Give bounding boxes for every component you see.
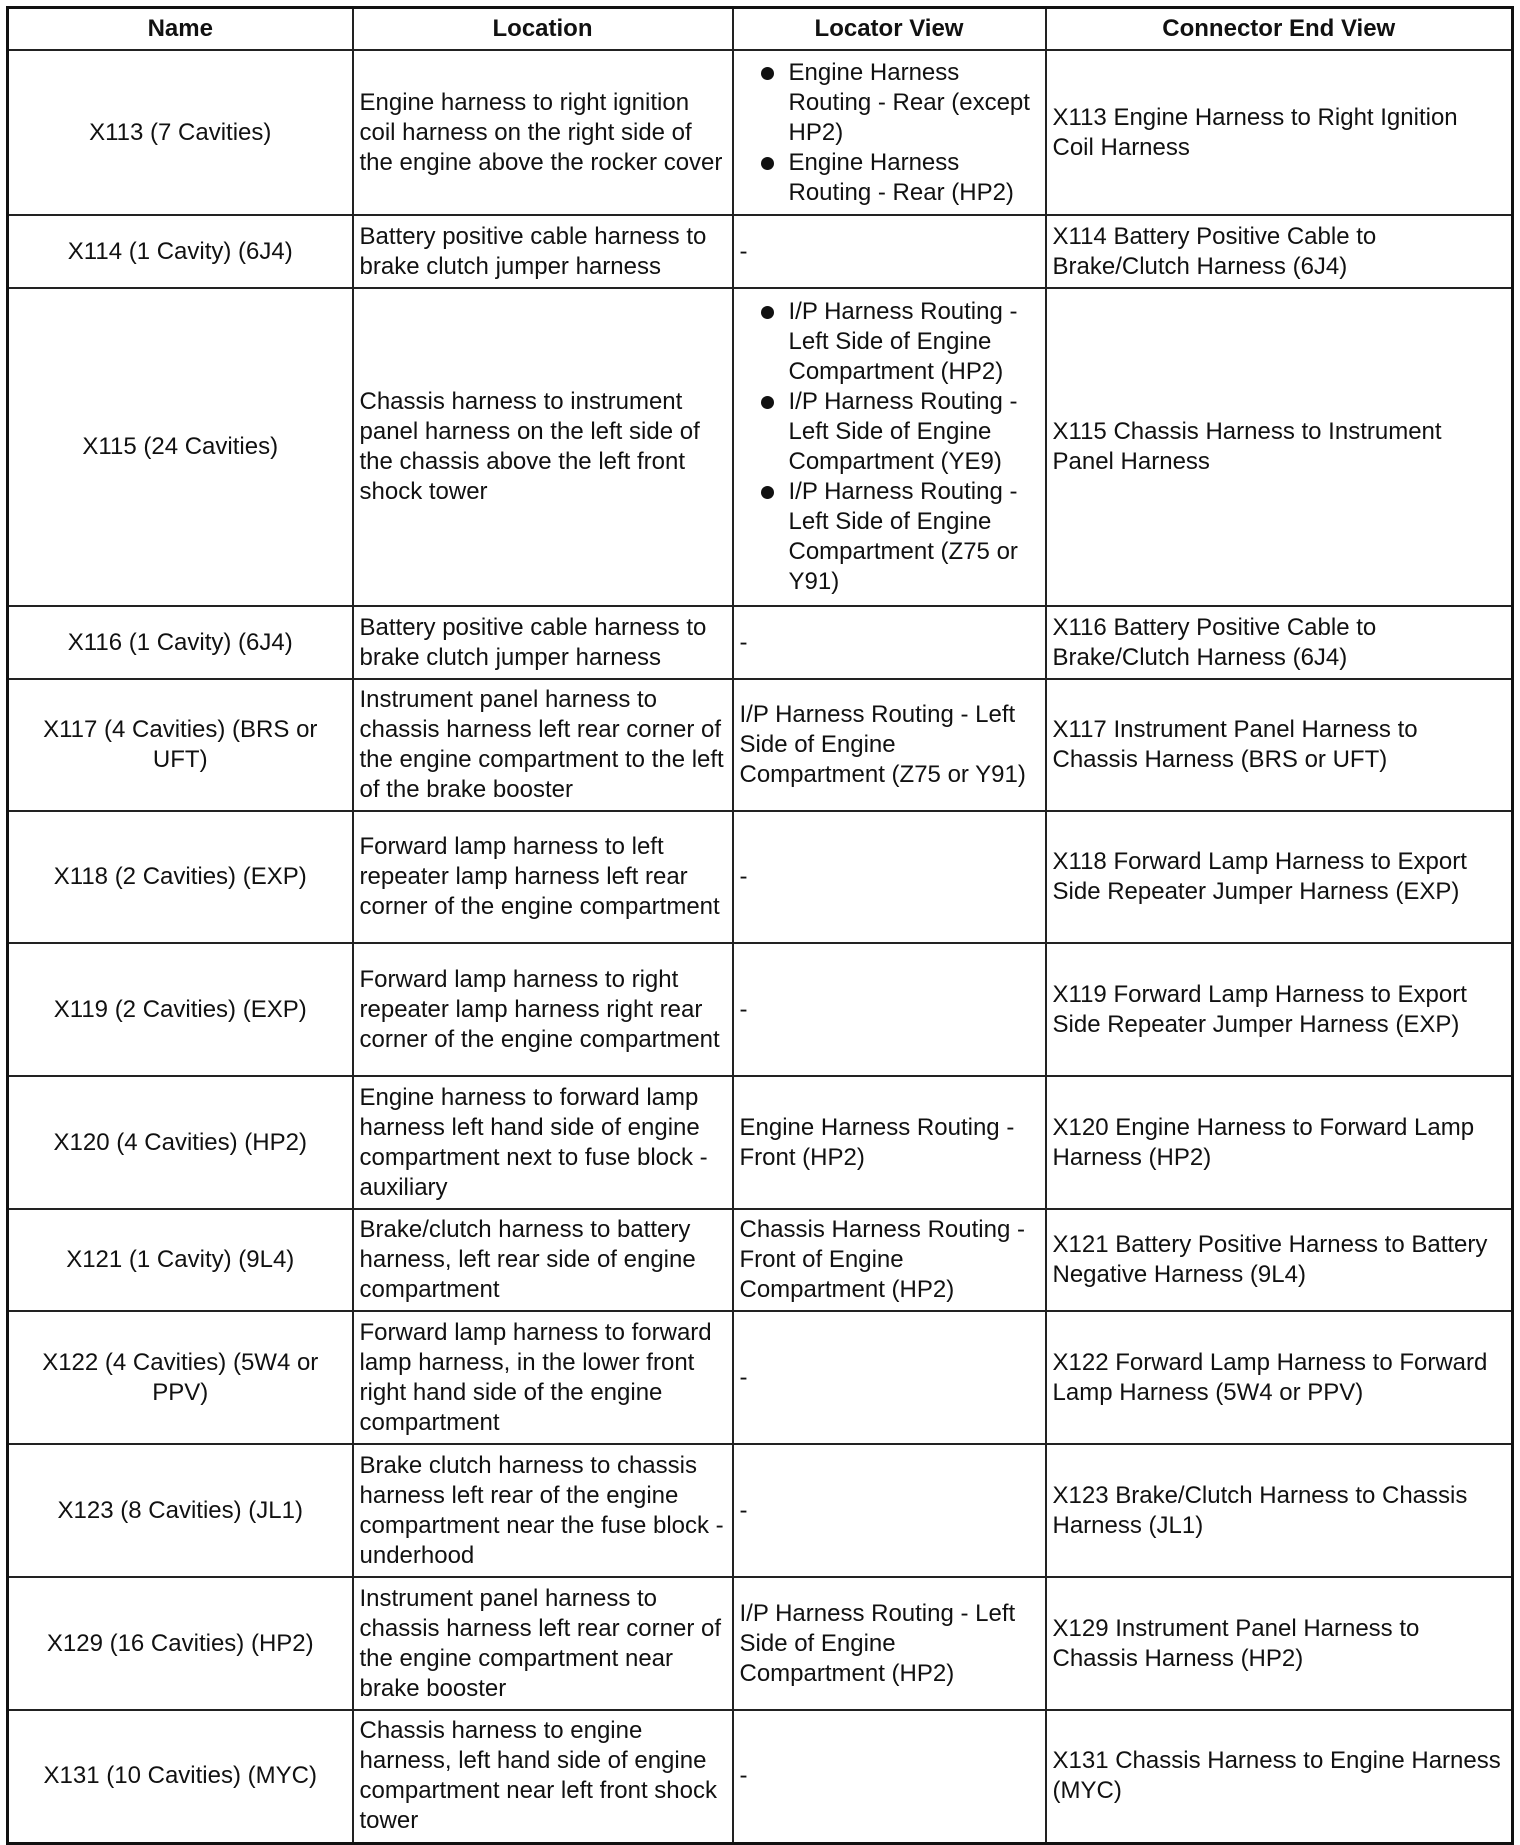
header-connector-end-view: Connector End View	[1046, 8, 1513, 51]
cell-location: Forward lamp harness to right repeater lamp harness right rear corner of the engine compartment	[353, 943, 733, 1076]
cell-connector-end-view[interactable]: X116 Battery Positive Cable to Brake/Clutch Harness (6J4)	[1046, 606, 1513, 679]
cell-locator-view[interactable]: Chassis Harness Routing - Front of Engine Compartment (HP2)	[733, 1209, 1046, 1311]
cell-connector-end-view[interactable]: X113 Engine Harness to Right Ignition Coil Harness	[1046, 50, 1513, 215]
cell-locator-view: -	[733, 1311, 1046, 1444]
cell-name: X129 (16 Cavities) (HP2)	[8, 1577, 353, 1710]
cell-locator-view: -	[733, 943, 1046, 1076]
cell-name: X114 (1 Cavity) (6J4)	[8, 215, 353, 288]
table-row	[8, 215, 1513, 288]
locator-item[interactable]: I/P Harness Routing - Left Side of Engine Compartment (HP2)	[740, 297, 1039, 387]
header-name: Name	[8, 8, 353, 51]
cell-location: Chassis harness to instrument panel harness on the left side of the chassis above the left front shock tower	[353, 288, 733, 606]
cell-connector-end-view[interactable]: X115 Chassis Harness to Instrument Panel Harness	[1046, 288, 1513, 606]
table-row	[8, 811, 1513, 943]
cell-name: X117 (4 Cavities) (BRS or UFT)	[8, 679, 353, 811]
locator-list	[740, 297, 1039, 597]
cell-locator-view[interactable]: I/P Harness Routing - Left Side of Engine Compartment (HP2)	[733, 1577, 1046, 1710]
table-header-row	[8, 8, 1513, 51]
cell-connector-end-view[interactable]: X131 Chassis Harness to Engine Harness (MYC)	[1046, 1710, 1513, 1843]
locator-item[interactable]: I/P Harness Routing - Left Side of Engine Compartment (Z75 or Y91)	[740, 477, 1039, 597]
cell-locator-view	[733, 50, 1046, 215]
cell-name: X122 (4 Cavities) (5W4 or PPV)	[8, 1311, 353, 1444]
table-row	[8, 679, 1513, 811]
table-row	[8, 1577, 1513, 1710]
cell-location: Battery positive cable harness to brake clutch jumper harness	[353, 215, 733, 288]
connector-table-container	[6, 6, 1511, 1845]
cell-connector-end-view[interactable]: X121 Battery Positive Harness to Battery Negative Harness (9L4)	[1046, 1209, 1513, 1311]
cell-location: Instrument panel harness to chassis harness left rear corner of the engine compartment to the left of the brake booster	[353, 679, 733, 811]
locator-item[interactable]: Engine Harness Routing - Rear (HP2)	[740, 148, 1039, 208]
table-row	[8, 1311, 1513, 1444]
table-row	[8, 288, 1513, 606]
cell-location: Engine harness to right ignition coil harness on the right side of the engine above the rocker cover	[353, 50, 733, 215]
table-row	[8, 1710, 1513, 1843]
cell-location: Battery positive cable harness to brake clutch jumper harness	[353, 606, 733, 679]
cell-name: X123 (8 Cavities) (JL1)	[8, 1444, 353, 1577]
connector-table	[6, 6, 1514, 1845]
cell-name: X115 (24 Cavities)	[8, 288, 353, 606]
cell-locator-view	[733, 288, 1046, 606]
cell-location: Brake/clutch harness to battery harness, left rear side of engine compartment	[353, 1209, 733, 1311]
cell-name: X118 (2 Cavities) (EXP)	[8, 811, 353, 943]
cell-locator-view: -	[733, 1710, 1046, 1843]
cell-name: X113 (7 Cavities)	[8, 50, 353, 215]
cell-connector-end-view[interactable]: X120 Engine Harness to Forward Lamp Harness (HP2)	[1046, 1076, 1513, 1209]
cell-location: Instrument panel harness to chassis harness left rear corner of the engine compartment near brake booster	[353, 1577, 733, 1710]
cell-name: X120 (4 Cavities) (HP2)	[8, 1076, 353, 1209]
cell-name: X119 (2 Cavities) (EXP)	[8, 943, 353, 1076]
cell-locator-view: -	[733, 215, 1046, 288]
locator-item[interactable]: Engine Harness Routing - Rear (except HP2)	[740, 58, 1039, 148]
table-row	[8, 1076, 1513, 1209]
cell-connector-end-view[interactable]: X119 Forward Lamp Harness to Export Side Repeater Jumper Harness (EXP)	[1046, 943, 1513, 1076]
locator-item[interactable]: I/P Harness Routing - Left Side of Engine Compartment (YE9)	[740, 387, 1039, 477]
cell-connector-end-view[interactable]: X117 Instrument Panel Harness to Chassis Harness (BRS or UFT)	[1046, 679, 1513, 811]
cell-locator-view[interactable]: I/P Harness Routing - Left Side of Engine Compartment (Z75 or Y91)	[733, 679, 1046, 811]
cell-location: Forward lamp harness to left repeater lamp harness left rear corner of the engine compartment	[353, 811, 733, 943]
cell-locator-view: -	[733, 1444, 1046, 1577]
table-row	[8, 1209, 1513, 1311]
table-row	[8, 50, 1513, 215]
cell-locator-view: -	[733, 606, 1046, 679]
cell-location: Forward lamp harness to forward lamp harness, in the lower front right hand side of the engine compartment	[353, 1311, 733, 1444]
table-row	[8, 606, 1513, 679]
cell-locator-view[interactable]: Engine Harness Routing - Front (HP2)	[733, 1076, 1046, 1209]
cell-location: Engine harness to forward lamp harness left hand side of engine compartment next to fuse block - auxiliary	[353, 1076, 733, 1209]
table-row	[8, 1444, 1513, 1577]
cell-connector-end-view[interactable]: X118 Forward Lamp Harness to Export Side Repeater Jumper Harness (EXP)	[1046, 811, 1513, 943]
cell-name: X121 (1 Cavity) (9L4)	[8, 1209, 353, 1311]
cell-location: Brake clutch harness to chassis harness left rear of the engine compartment near the fuse block - underhood	[353, 1444, 733, 1577]
cell-location: Chassis harness to engine harness, left hand side of engine compartment near left front shock tower	[353, 1710, 733, 1843]
cell-connector-end-view[interactable]: X129 Instrument Panel Harness to Chassis Harness (HP2)	[1046, 1577, 1513, 1710]
table-row	[8, 943, 1513, 1076]
cell-connector-end-view[interactable]: X123 Brake/Clutch Harness to Chassis Harness (JL1)	[1046, 1444, 1513, 1577]
header-locator-view: Locator View	[733, 8, 1046, 51]
cell-connector-end-view[interactable]: X114 Battery Positive Cable to Brake/Clutch Harness (6J4)	[1046, 215, 1513, 288]
header-location: Location	[353, 8, 733, 51]
locator-list	[740, 58, 1039, 208]
cell-name: X131 (10 Cavities) (MYC)	[8, 1710, 353, 1843]
cell-name: X116 (1 Cavity) (6J4)	[8, 606, 353, 679]
cell-locator-view: -	[733, 811, 1046, 943]
cell-connector-end-view[interactable]: X122 Forward Lamp Harness to Forward Lamp Harness (5W4 or PPV)	[1046, 1311, 1513, 1444]
